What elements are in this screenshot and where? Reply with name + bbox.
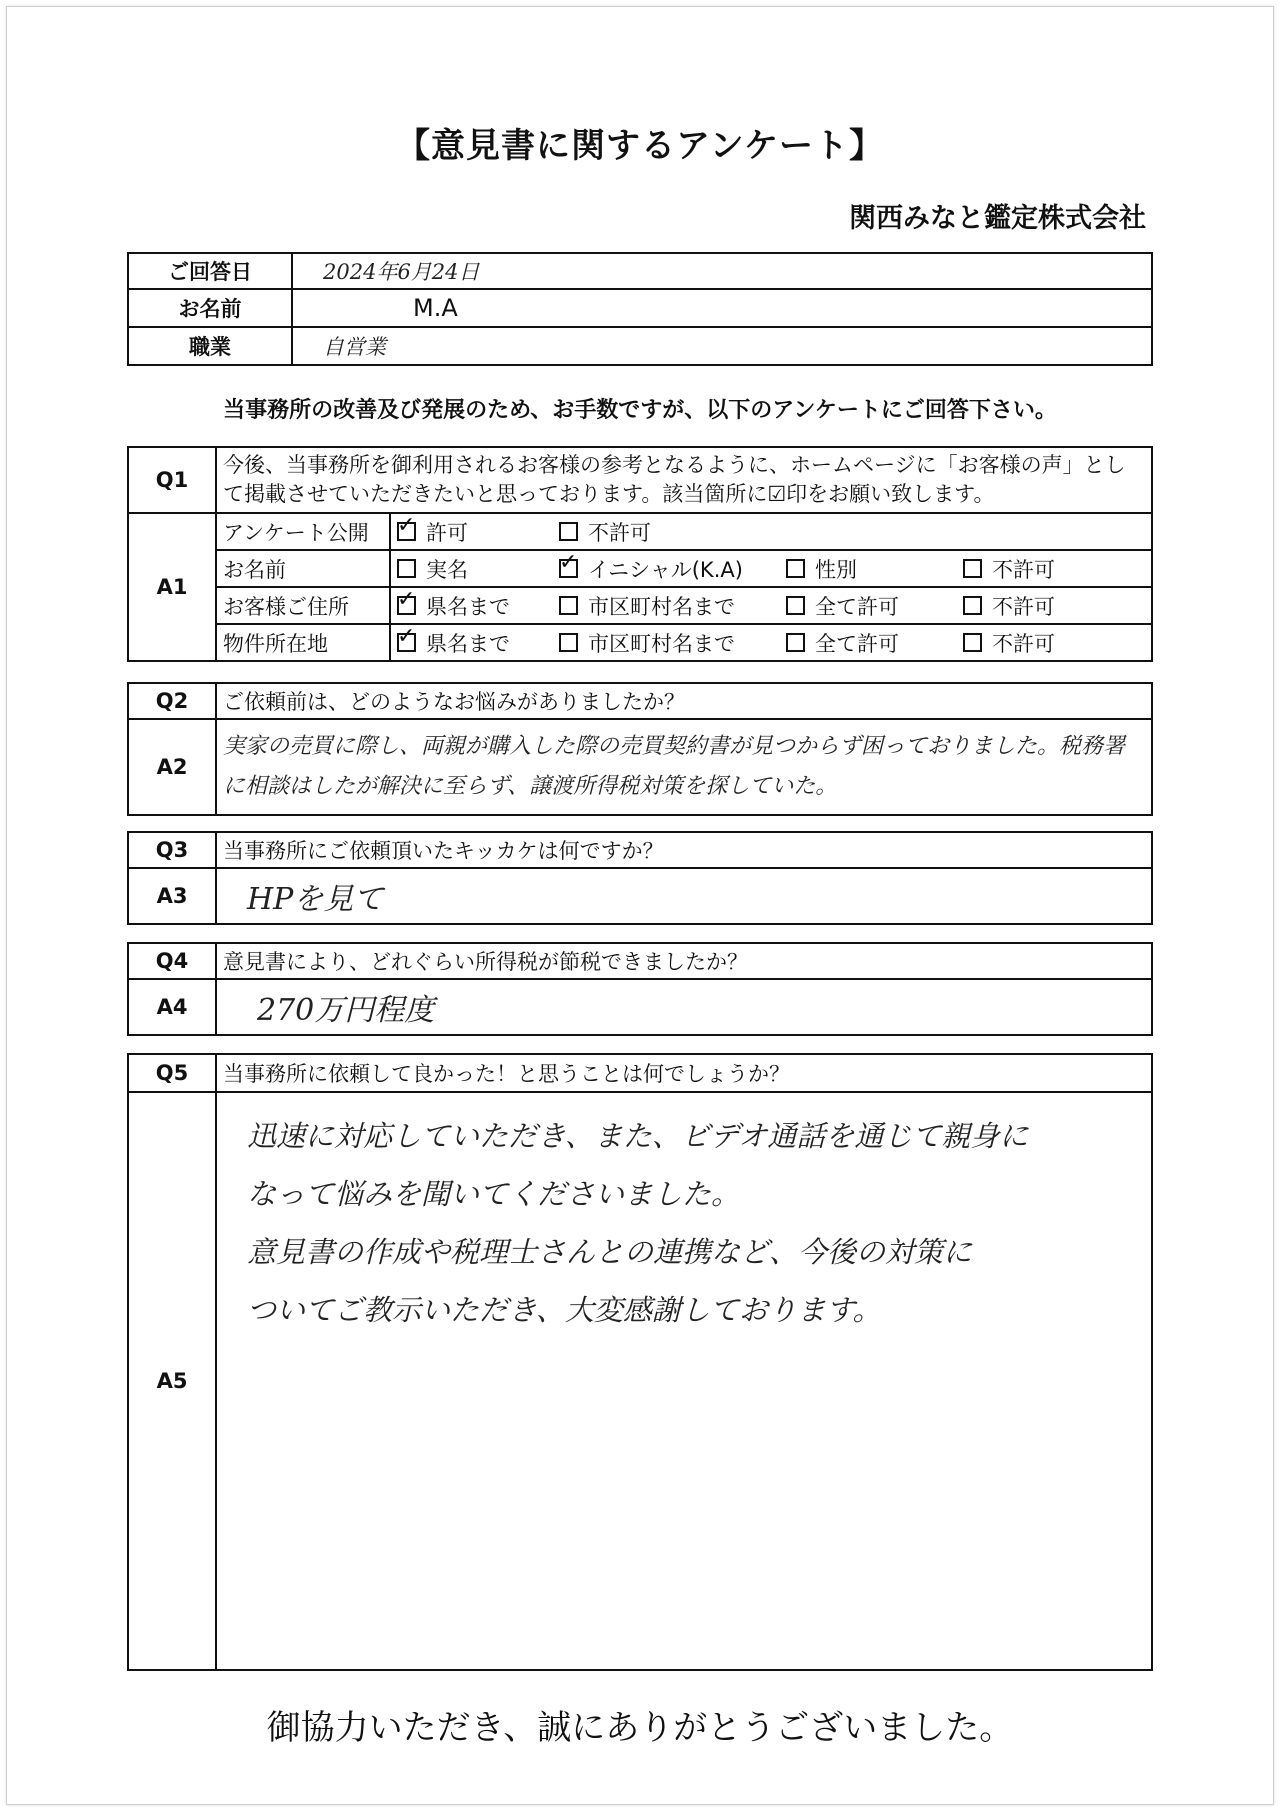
q5-label: Q5 [128,1054,216,1092]
a2-label: A2 [128,719,216,815]
name-label: お名前 [128,289,292,327]
a1-option[interactable]: 性別 [780,550,957,587]
checkbox-icon [963,596,982,615]
checkbox-icon [786,633,805,652]
respondent-table [127,252,1153,366]
checkbox-icon [559,596,578,615]
q4-table [127,942,1153,1036]
intro-text: 当事務所の改善及び発展のため、お手数ですが、以下のアンケートにご回答下さい。 [223,398,1057,423]
a1-option[interactable]: ✓ 許可 [390,513,553,550]
a5-line: 迅速に対応していただき、また、ビデオ通話を通じて親身に [247,1119,1029,1153]
a1-option[interactable]: 全て許可 [780,624,957,661]
checkbox-icon [559,522,578,541]
q1-label: Q1 [128,447,216,513]
a1-row-label: 物件所在地 [216,624,390,661]
checkbox-icon [786,559,805,578]
a1-option[interactable]: 全て許可 [780,587,957,624]
q4-label: Q4 [128,943,216,979]
q1-table [127,446,1153,662]
q3-text: 当事務所にご依頼頂いたキッカケは何ですか？ [216,832,1152,868]
a1-row-label: お客様ご住所 [216,587,390,624]
a5-answer [216,1092,1152,1670]
a1-row-label: お名前 [216,550,390,587]
checkbox-icon: ✓ [559,559,578,578]
a5-label: A5 [128,1092,216,1670]
q3-table [127,831,1153,925]
job-label: 職業 [128,327,292,365]
a1-option[interactable]: 不許可 [553,513,1152,550]
company-name: 関西みなと鑑定株式会社 [849,203,1146,234]
q2-text: ご依頼前は、どのようなお悩みがありましたか？ [216,683,1152,719]
checkbox-icon: ✓ [397,633,416,652]
a1-option[interactable]: 市区町村名まで [553,624,780,661]
a1-option[interactable]: 実名 [390,550,553,587]
a4-answer: 270万円程度 [216,979,1152,1035]
checkbox-icon [397,559,416,578]
checkbox-icon [963,559,982,578]
checkbox-icon [559,633,578,652]
date-label: ご回答日 [128,253,292,289]
a1-option[interactable]: 不許可 [957,624,1152,661]
a5-line: ついてご教示いただき、大変感謝しております。 [247,1293,882,1327]
q3-label: Q3 [128,832,216,868]
checkbox-icon [786,596,805,615]
q2-table [127,682,1153,816]
a5-line: 意見書の作成や税理士さんとの連携など、今後の対策に [247,1235,973,1269]
q5-table [127,1053,1153,1671]
a5-line: なって悩みを聞いてくださいました。 [247,1177,741,1211]
page-title: 【意見書に関するアンケート】 [396,126,884,166]
q5-text: 当事務所に依頼して良かった！と思うことは何でしょうか？ [216,1054,1152,1092]
footer-thanks: 御協力いただき、誠にありがとうございました。 [266,1708,1014,1748]
a1-option[interactable]: ✓ イニシャル(K.A) [553,550,780,587]
checkbox-icon [963,633,982,652]
a3-label: A3 [128,868,216,924]
a1-option[interactable]: ✓ 県名まで [390,624,553,661]
date-value: 2024年6月24日 [292,253,1152,289]
name-value: M.A [292,289,1152,327]
a1-option[interactable]: 市区町村名まで [553,587,780,624]
q1-text: 今後、当事務所を御利用されるお客様の参考となるように、ホームページに「お客様の声」として掲載させていただきたいと思っております。該当箇所に☑印をお願い致します。 [216,447,1152,513]
a1-option[interactable]: 不許可 [957,550,1152,587]
q4-text: 意見書により、どれぐらい所得税が節税できましたか？ [216,943,1152,979]
a3-answer: HPを見て [216,868,1152,924]
a1-row-label: アンケート公開 [216,513,390,550]
q2-label: Q2 [128,683,216,719]
a1-label: A1 [128,513,216,661]
a4-label: A4 [128,979,216,1035]
job-value: 自営業 [292,327,1152,365]
a2-answer: 実家の売買に際し、両親が購入した際の売買契約書が見つからず困っておりました。税務署に相談はしたが解決に至らず、譲渡所得税対策を探していた。 [216,719,1152,815]
a1-option[interactable]: ✓ 県名まで [390,587,553,624]
checkbox-icon: ✓ [397,522,416,541]
a1-option[interactable]: 不許可 [957,587,1152,624]
checkbox-icon: ✓ [397,596,416,615]
